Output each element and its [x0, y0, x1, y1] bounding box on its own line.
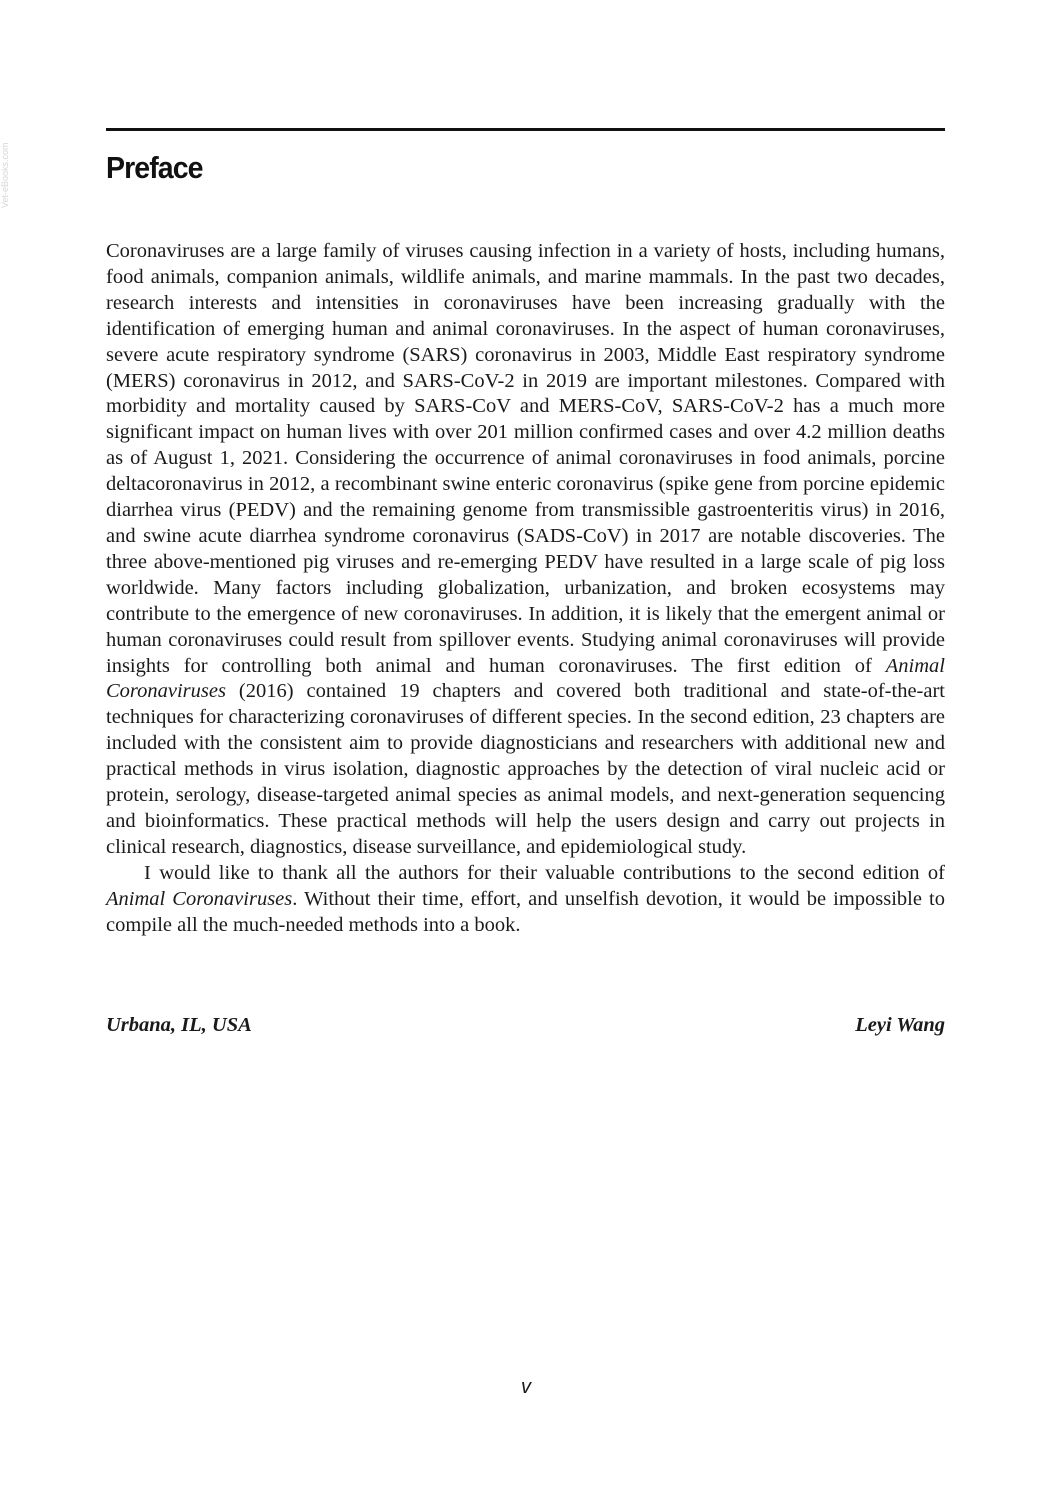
page-title: Preface — [106, 150, 203, 185]
preface-body — [106, 239, 945, 938]
paragraph-2-book-title: Animal Coronaviruses — [106, 887, 293, 910]
signoff-location: Urbana, IL, USA — [106, 1014, 252, 1036]
paragraph-2 — [106, 861, 945, 939]
signoff — [106, 1014, 945, 1037]
watermark-text: Vet-eBooks.com — [0, 142, 10, 208]
paragraph-1-book-title: Animal Coronaviruses — [106, 654, 945, 703]
paragraph-1-text-b: (2016) contained 19 chapters and covered both traditional and state-of-the-art techniques for characterizing coronaviruses of different species. In the second edition, 23 chapters are included with the consistent aim to provide diagnosticians and researchers with additional new and practical methods in virus isolation, diagnostic approaches by the detection of viral nucleic acid or protein, serology, disease-targeted animal species as animal models, and next-generation sequencing and bioinformatics. These practical methods will help the users design and carry out projects in clinical research, diagnostics, disease surveillance, and epidemiological study. — [106, 680, 945, 858]
paragraph-1-text-a: Coronaviruses are a large family of viruses causing infection in a variety of hosts, including humans, food animals, companion animals, wildlife animals, and marine mammals. In the past two decades, research interests and intensities in coronaviruses have been increasing gradually with the identification of emerging human and animal coronaviruses. In the aspect of human coronaviruses, severe acute respiratory syndrome (SARS) coronavirus in 2003, Middle East respiratory syndrome (MERS) coronavirus in 2012, and SARS-CoV-2 in 2019 are important milestones. Compared with morbidity and mortality caused by SARS-CoV and MERS-CoV, SARS-CoV-2 has a much more significant impact on human lives with over 201 million confirmed cases and over 4.2 million deaths as of August 1, 2021. Considering the occurrence of animal coronaviruses in food animals, porcine deltacoronavirus in 2012, a recombinant swine enteric coronavirus (spike gene from porcine epidemic diarrhea virus (PEDV) and the remaining genome from transmissible gastroenteritis virus) in 2016, and swine acute diarrhea syndrome coronavirus (SADS-CoV) in 2017 are notable discoveries. The three above-mentioned pig viruses and re-emerging PEDV have resulted in a large scale of pig loss worldwide. Many factors including globalization, urbanization, and broken ecosystems may contribute to the emergence of new coronaviruses. In addition, it is likely that the emergent animal or human coronaviruses could result from spillover events. Studying animal coronaviruses will provide insights for controlling both animal and human coronaviruses. The first edition of — [106, 240, 945, 677]
signoff-author: Leyi Wang — [855, 1014, 945, 1036]
page-number: v — [521, 1376, 531, 1398]
top-rule — [106, 128, 945, 131]
paragraph-2-text-a: I would like to thank all the authors for their valuable contributions to the second edition of — [144, 861, 945, 884]
paragraph-2-text-b: . Without their time, effort, and unselfish devotion, it would be impossible to compile all the much-needed methods into a book. — [106, 887, 945, 936]
paragraph-1 — [106, 239, 945, 861]
